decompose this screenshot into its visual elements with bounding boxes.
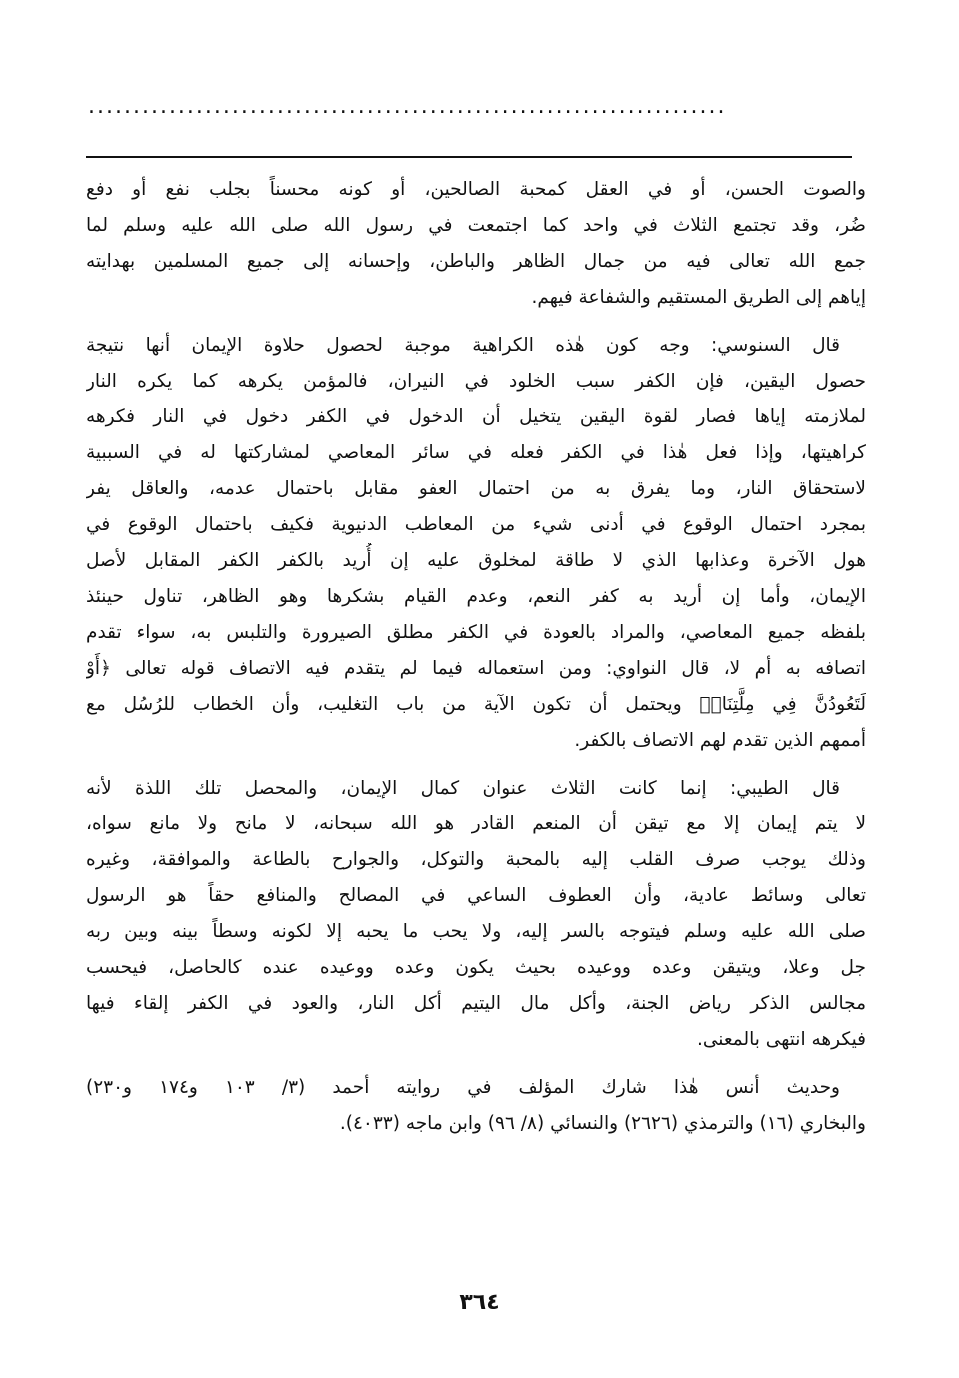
text-line: إياهم إلى الطريق المستقيم والشفاعة فيهم. <box>531 286 866 308</box>
text-line: لَتَعُودُنَّ فِي مِلَّتِنَاۚ﴾ ويحتمل أن تكون الآية من باب التغليب، وأن الخطاب للرُسُل مع <box>86 693 866 715</box>
paragraph-4 <box>86 1070 866 1142</box>
text-line: حصول اليقين، فإن الكفر سبب الخلود في النيران، فالمؤمن يكرهه كما يكره النار <box>86 370 866 392</box>
text-line: فيكرهه انتهى بالمعنى. <box>696 1028 866 1050</box>
text-line: بمجرد احتمال الوقوع في أدنى شيء من المعاطب الدنيوية فكيف باحتمال الوقوع في <box>86 514 866 536</box>
header-rule <box>86 156 852 158</box>
text-line: تعالى وسائط عادية، وأن العطوف الساعي في المصالح والمنافع حقاً هو الرسول <box>86 885 866 907</box>
text-line: وذلك يوجب صرف القلب إليه بالمحبة والتوكل، والجوارح بالطاعة والموافقة، وغيره <box>86 849 866 871</box>
text-line: جل وعلا، ويتيقن وعده ووعيده بحيث يكون وعده ووعيده عنده كالحاصل، فيحسب <box>86 957 866 979</box>
text-line: ضُر، وقد تجتمع الثلاث في واحد كما اجتمعت في رسول الله صلى الله عليه وسلم لما <box>86 214 866 236</box>
paragraph-2 <box>86 328 866 759</box>
text-line: لا يتم إيمان إلا مع تيقن أن المنعم القادر هو الله سبحانه، لا مانح ولا مانع سواه، <box>86 813 866 835</box>
page-body <box>86 172 866 1154</box>
text-line: بلفظه جميع المعاصي، والمراد بالعودة في الكفر مطلق الصيرورة والتلبس به، سواء تقدم <box>86 621 866 643</box>
paragraph-3 <box>86 771 866 1058</box>
text-line: والصوت الحسن، أو في العقل كمحبة الصالحين، أو كونه محسناً بجلب نفع أو دفع <box>86 179 866 200</box>
text-line: مجالس الذكر رياض الجنة، وأكل مال اليتيم أكل النار، والعود في الكفر إلقاء فيها <box>86 992 866 1014</box>
text-line: والبخاري (١٦) والترمذي (٢٦٢٦) والنسائي (٨/ ٩٦) وابن ماجه (٤٠٣٣). <box>339 1112 866 1134</box>
text-line: اتصافه به أم لا، قال النواوي: ومن استعماله فيما لم يتقدم فيه الاتصاف قوله تعالى ﴿أَوْ <box>86 657 866 679</box>
text-line: هول الآخرة وعذابها الذي لا طاقة لمخلوق عليه إن أُريد بالكفر الكفر المقابل لأصل <box>86 550 866 572</box>
text-line: قال الطيبي: إنما كانت الثلاث عنوان كمال الإيمان، والمحصل تلك اللذة لأنه <box>86 777 840 799</box>
header-dotted-line: ....................................................................... <box>88 97 727 117</box>
text-line: أممهم الذين تقدم لهم الاتصاف بالكفر. <box>574 729 866 751</box>
text-line: الإيمان، وأما إن أريد به كفر النعم، وعدم القيام بشكرها وهو الظاهر، تناول حينئذ <box>86 585 866 607</box>
text-line: جمع الله تعالى فيه من جمال الظاهر والباطن، وإحسانه إلى جميع المسلمين بهدايته <box>86 250 866 272</box>
text-line: صلى الله عليه وسلم فيتوجه بالسر إليه، ولا يحب ما يحبه إلا لكونه وسطاً بينه وبين ربه <box>86 921 866 943</box>
text-line: وحديث أنس هٰذا شارك المؤلف في روايته أحمد (٣/ ١٠٣ و١٧٤ و٢٣٠) <box>86 1076 840 1098</box>
text-line: لاستحقاق النار، وما يفرق به من احتمال العفو مقابل باحتمال عدمه، والعاقل يفر <box>86 478 866 500</box>
paragraph-1 <box>86 172 866 316</box>
text-line: لملازمته إياها فصار لقوة اليقين يتخيل أن الدخول في الكفر دخول في النار فكرهه <box>86 406 866 428</box>
text-line: قال السنوسي: وجه كون هٰذه الكراهية موجبة لحصول حلاوة الإيمان أنها نتيجة <box>86 334 840 356</box>
text-line: كراهيتها، وإذا فعل هٰذا في الكفر فعله في سائر المعاصي لمشاركتها له في السببية <box>86 442 866 464</box>
page-number: ٣٦٤ <box>459 1290 500 1315</box>
